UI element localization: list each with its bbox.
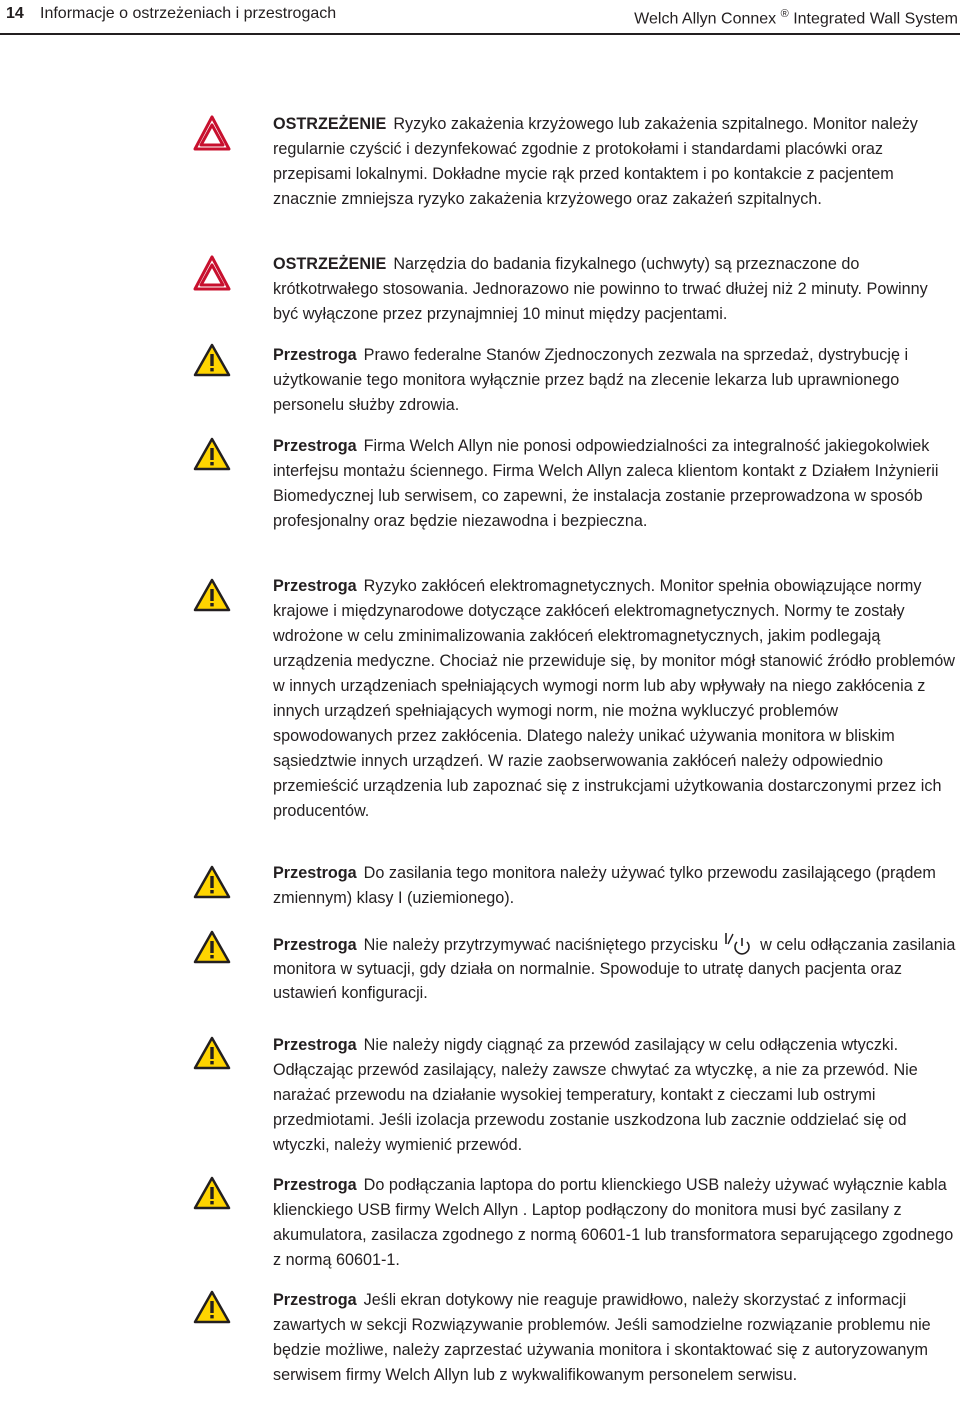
caution-text: Ryzyko zakłóceń elektromagnetycznych. Monitor spełnia obowiązujące normy krajowe i międzynarodowe dotyczące zakłóceń elektromagnetycznych. Normy te zostały wdrożone w celu zminimalizowania zakłóceń elektromagnetycznych, jakim podlegają urządzenia medyczne. Chociaż nie przewiduje się, by monitor mógł stanowić źródło problemów w innych urządzeniach spełniających wymogi norm lub aby wpływały na niego zakłócenia z innych urządzeń spełniających wymogi norm, nie można wykluczyć problemów spowodowanych przez zakłócenia. Dlatego należy unikać używania monitora w bliskim sąsiedztwie innych urządzeń. W razie zaobserwowania zakłóceń należy odpowiednio przemieścić urządzenia lub zapoznać się z instrukcjami użytkowania dostarczonymi przez ich producentów. — [273, 577, 955, 820]
caution-icon — [193, 578, 231, 612]
caution-icon — [193, 343, 231, 377]
caution-icon — [193, 437, 231, 471]
caution-text-before: Nie należy przytrzymywać naciśniętego przycisku — [363, 936, 719, 954]
caution-label: Przestroga — [273, 346, 357, 364]
caution-label: Przestroga — [273, 1291, 357, 1309]
caution-label: Przestroga — [273, 864, 357, 882]
caution-text: Nie należy nigdy ciągnąć za przewód zasilający w celu odłączenia wtyczki. Odłączając przewód zasilający, należy zawsze chwytać za wtyczkę, a nie za przewód. Nie narażać przewodu na działanie wysokiej temperatury, kontakt z cieczami lub ostrymi przedmiotami. Jeśli izolacja przewodu zostanie uszkodzona lub zacznie oddzielać się od wtyczki, należy wymienić przewód. — [273, 1036, 918, 1154]
header-rule — [0, 33, 960, 35]
caution-notice — [273, 1288, 957, 1388]
caution-text: Firma Welch Allyn nie ponosi odpowiedzialności za integralność jakiegokolwiek interfejsu montażu ściennego. Firma Welch Allyn zaleca klientom kontakt z Działem Inżynierii Biomedycznej lub serwisem, co zapewni, że instalacja zostanie przeprowadzona w sposób profesjonalny oraz będzie niezawodna i bezpieczna. — [273, 437, 939, 530]
caution-notice — [273, 343, 957, 418]
warning-text: Narzędzia do badania fizykalnego (uchwyty) są przeznaczone do krótkotrwałego stosowania. Jednorazowo nie powinno to trwać dłużej niż 2 minuty. Powinny być wyłączone przez przynajmniej 10 minut między pacjentami. — [273, 255, 928, 323]
caution-text-after: w celu odłączania zasilania monitora w sytuacji, gdy działa on normalnie. Spowoduje to utratę danych pacjenta oraz ustawień konfiguracji. — [273, 936, 956, 1002]
warning-label: OSTRZEŻENIE — [273, 115, 387, 133]
warning-notice — [273, 112, 957, 212]
caution-notice — [273, 574, 957, 824]
document-title — [634, 0, 958, 33]
document-title-rest: Integrated Wall System — [793, 10, 958, 28]
caution-label: Przestroga — [273, 577, 357, 595]
power-button-icon — [724, 932, 752, 956]
caution-notice — [273, 1173, 957, 1273]
caution-text: Do zasilania tego monitora należy używać tylko przewodu zasilającego (prądem zmiennym) klasy I (uziemionego). — [273, 864, 936, 907]
caution-notice — [273, 932, 957, 1005]
caution-notice — [273, 1033, 957, 1158]
page-header — [0, 0, 960, 28]
caution-label: Przestroga — [273, 1176, 357, 1194]
warning-text: Ryzyko zakażenia krzyżowego lub zakażenia szpitalnego. Monitor należy regularnie czyścić i dezynfekować zgodnie z protokołami i standardami placówki oraz przepisami lokalnymi. Dokładne mycie rąk przed kontaktem i po kontakcie z pacjentem znacznie zmniejsza ryzyko zakażenia krzyżowego oraz zakażeń szpitalnych. — [273, 115, 918, 208]
caution-icon — [193, 1036, 231, 1070]
warning-label: OSTRZEŻENIE — [273, 255, 387, 273]
caution-text: Do podłączania laptopa do portu klienckiego USB należy używać wyłącznie kabla klienckiego USB firmy Welch Allyn . Laptop podłączony do monitora musi być zasilany z akumulatora, zasilacza zgodnego z normą 60601-1 lub transformatora separującego zgodnego z normą 60601-1. — [273, 1176, 954, 1269]
page-number: 14 — [6, 5, 24, 22]
caution-text: Prawo federalne Stanów Zjednoczonych zezwala na sprzedaż, dystrybucję i użytkowanie tego monitora wyłącznie przez bądź na zlecenie lekarza lub uprawnionego personelu służby zdrowia. — [273, 346, 909, 414]
caution-icon — [193, 930, 231, 964]
caution-icon — [193, 1176, 231, 1210]
caution-label: Przestroga — [273, 1036, 357, 1054]
caution-icon — [193, 865, 231, 899]
caution-notice — [273, 434, 957, 534]
caution-label: Przestroga — [273, 437, 357, 455]
hazard-warning-icon — [193, 255, 231, 289]
caution-notice — [273, 861, 957, 911]
hazard-warning-icon — [193, 115, 231, 149]
registered-mark: ® — [780, 8, 789, 20]
document-title-name: Welch Allyn Connex — [634, 10, 777, 28]
caution-text: Jeśli ekran dotykowy nie reaguje prawidłowo, należy skorzystać z informacji zawartych w sekcji Rozwiązywanie problemów. Jeśli samodzielne rozwiązanie problemu nie będzie możliwe, należy zaprzestać używania monitora i skontaktować się z autoryzowanym serwisem firmy Welch Allyn lub z wykwalifikowanym personelem serwisu. — [273, 1291, 931, 1384]
caution-label: Przestroga — [273, 936, 357, 954]
caution-icon — [193, 1290, 231, 1324]
section-title: Informacje o ostrzeżeniach i przestrogach — [40, 5, 337, 22]
warning-notice — [273, 252, 957, 327]
